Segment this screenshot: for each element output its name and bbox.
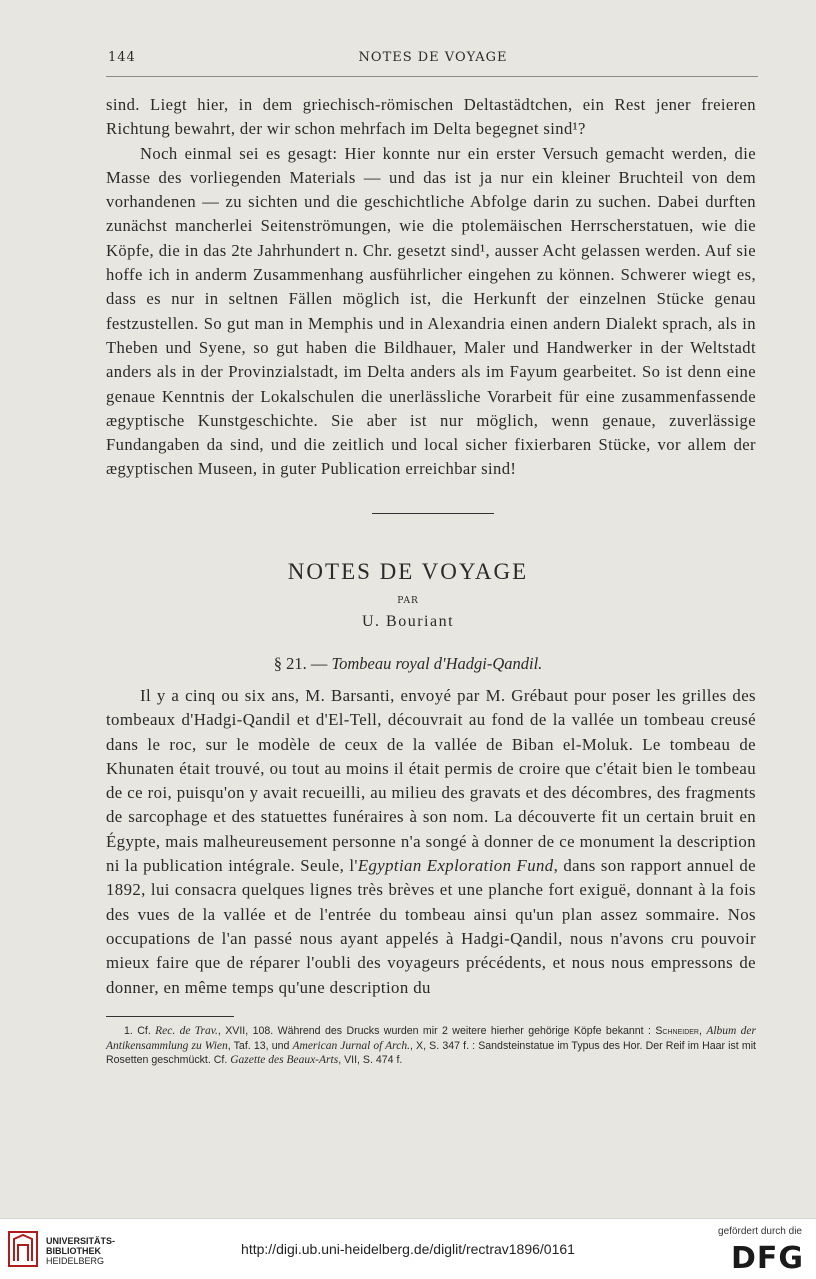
article-byline-par: PAR <box>397 596 419 606</box>
footnote-rule <box>106 1016 234 1017</box>
footnote-text: 1. Cf. <box>124 1025 156 1037</box>
footnote-text: , XVII, 108. Während des Drucks wurden mir 2 weitere hierher gehörige Köpfe bekannt : <box>217 1025 656 1037</box>
article-separator <box>372 513 494 514</box>
section-title: Tombeau royal d'Hadgi-Qandil. <box>331 654 543 673</box>
running-header <box>108 50 758 70</box>
article-title: NOTES DE VOYAGE <box>287 559 529 584</box>
viewer-footer <box>0 1218 816 1279</box>
footnote-italic: Gazette des Beaux-Arts <box>230 1054 339 1067</box>
french-text-italic: Egyptian Exploration Fund <box>357 856 554 876</box>
footnote-text: , X, S. 347 f. : Sandsteinstatue im Typus des Hor. Der Reif im Haar ist mit Rosetten geschmückt. Cf. <box>106 1039 756 1067</box>
library-name-line-2: BIBLIOTHEK <box>46 1246 101 1256</box>
permalink-url[interactable]: http://digi.ub.uni-heidelberg.de/diglit/rectrav1896/0161 <box>241 1241 575 1257</box>
footnote-author: Schneider <box>655 1025 699 1037</box>
footnote-italic: Rec. de Trav. <box>155 1025 218 1037</box>
library-name-line-3: HEIDELBERG <box>46 1256 105 1266</box>
german-paragraph-1: sind. Liegt hier, in dem griechisch-römischen Deltastädtchen, ein Rest jener freieren Richtung bewahrt, der wir schon mehrfach im Delta begegnet sind¹? <box>106 95 756 139</box>
footnote-text: , VII, S. 474 f. <box>338 1054 403 1067</box>
section-number: § 21. — <box>273 654 328 673</box>
footnote <box>106 1024 756 1068</box>
footnote-italic: Album der Antikensammlung zu Wien <box>106 1025 757 1052</box>
header-rule <box>106 76 758 77</box>
section-heading <box>0 654 816 674</box>
funding-caption: gefördert durch die <box>718 1226 802 1237</box>
footnote-text: , <box>698 1025 707 1037</box>
french-text-part-2: , dans son rapport annuel de 1892, lui consacra quelques lignes très brèves et une planche fort exiguë, donnant à la fois des vues de la vallée et de l'entrée du tombeau ainsi qu'un plan assez sommaire. Nos occupations de l'an passé nous ayant appelés à Hadgi-Qandil, nous n'avons cru pouvoir mieux faire que de réparer l'oubli des voyageurs précédents, et nous nous empressons de donner, en même temps qu'une description du <box>106 856 756 997</box>
german-paragraph-2: Noch einmal sei es gesagt: Hier konnte nur ein erster Versuch gemacht werden, die Masse des vorliegenden Materials — und das ist ja nur ein kleiner Bruchteil von dem vorhandenen — zu sichten und die geschichtliche Abfolge darin zu suchen. Dabei durften zunächst mancherlei Seitenströmungen, wie die ptolemäischen Herrscherstatuen, wie die Köpfe, die in das 2te Jahrhundert n. Chr. gesetzt sind¹, ausser Acht gelassen werden. Auf sie hoffe ich in anderm Zusammenhang ausführlicher eingehen zu können. Schwerer wiegt es, dass es nur in seltnen Fällen möglich ist, die Herkunft der einzelnen Stücke genau festzustellen. So gut man in Memphis und in Alexandria einen andern Dialekt sprach, als in Theben und Syene, so gut haben die Bildhauer, Maler und Handwerker in der Weltstadt anders als in der Provinzialstadt, im Delta anders als im Fayum gearbeitet. So ist denn eine genaue Kenntnis der Lokalschulen die unerlässliche Vorarbeit für eine zusammenfassende ægyptische Kunstgeschichte. Sie aber ist nur möglich, wenn genaue, zuverlässige Fundangaben da sind, und die zeitlich und local sicher fixierbaren Stücke, vor allem der ægyptischen Museen, in guter Publication erreichbar sind! <box>106 143 756 479</box>
french-paragraph-1 <box>106 684 756 1000</box>
french-text-block <box>106 684 756 1000</box>
footnote-italic: American Jurnal of Arch. <box>292 1039 410 1052</box>
running-title: NOTES DE VOYAGE <box>358 50 508 65</box>
french-text-part-1: Il y a cinq ou six ans, M. Barsanti, envoyé par M. Grébaut pour poser les grilles des tombeaux d'Hadgi-Qandil et d'El-Tell, découvrait au fond de la vallée un tombeau creusé dans le roc, sur le modèle de ceux de la vallée de Biban el-Moluk. Le tombeau de Khunaten était trouvé, ou tout au moins il était permis de croire que c'était bien le tombeau de ce roi, puisqu'on y avait recueilli, au milieu des gravats et des décombres, des fragments de sarcophage et des statuettes funéraires à son nom. La découverte fit un certain bruit en Égypte, mais malheureusement personne n'a songé à donner de ce monument la description ni la publication intégrale. Seule, l' <box>106 686 756 876</box>
page-number: 144 <box>108 50 136 65</box>
german-text-block <box>106 93 756 482</box>
article-author: U. Bouriant <box>361 613 455 630</box>
dfg-logo: DFG <box>730 1241 804 1276</box>
library-name-line-1: UNIVERSITÄTS- <box>46 1236 116 1246</box>
footnote-text: , Taf. 13, und <box>227 1039 293 1052</box>
